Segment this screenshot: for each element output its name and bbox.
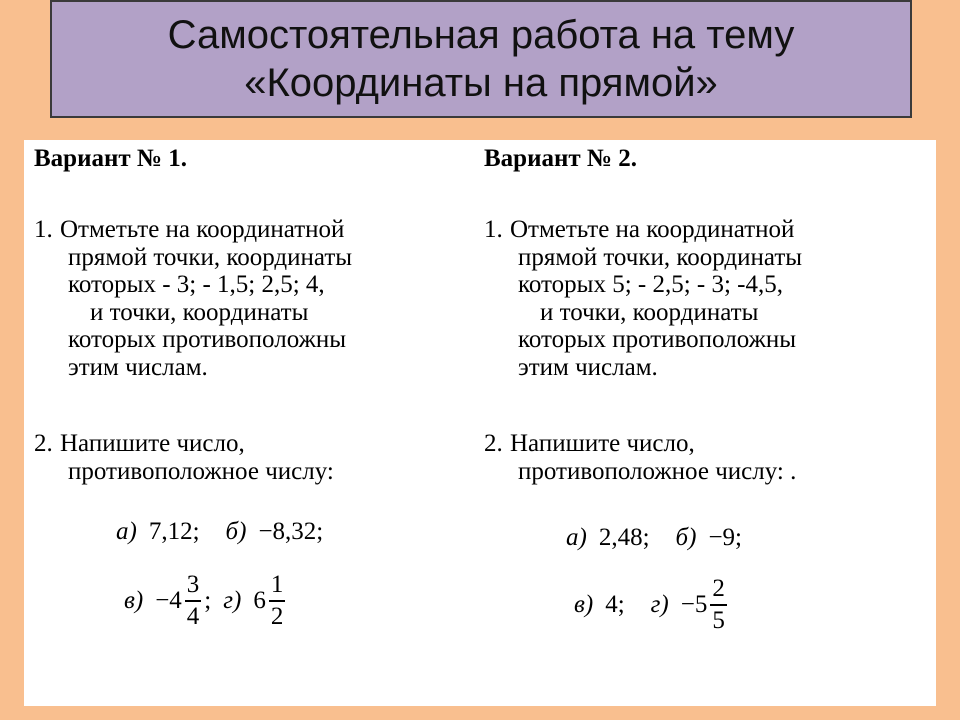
title-banner [50,0,912,118]
task-line: Отметьте на координатной [60,216,345,243]
item-g-whole: −5 [680,591,708,619]
worksheet [24,140,936,706]
task-line: прямой точки, координаты [68,243,353,271]
fraction-numerator: 2 [710,574,727,606]
title-line-1: Самостоятельная работа на тему [167,13,795,57]
task-line: Отметьте на координатной [510,216,795,243]
task-line: противоположное числу: [68,457,334,485]
task-line: Напишите число, [510,430,695,457]
variant-2-heading: Вариант № 2. [484,145,638,172]
variant-1-items-ab [116,518,323,546]
item-a-value: 2,48; [598,524,650,551]
task-line: прямой точки, координаты [518,243,803,271]
task-line: и точки, координаты [540,298,759,326]
item-g-whole: 6 [253,587,266,615]
variant-1-heading: Вариант № 1. [34,145,188,172]
item-a-value: 7,12; [148,518,200,545]
item-a-label: а) [116,518,137,545]
task-number: 1. [484,216,503,243]
task-line: которых 5; - 2,5; - 3; -4,5, [518,271,784,299]
item-a-label: а) [566,524,587,551]
item-v-label: в) [124,587,144,615]
item-v-value: 4; [605,591,625,619]
item-g-fraction [269,570,286,632]
task-line: противоположное числу: . [518,457,797,485]
task-line: Напишите число, [60,430,245,457]
item-g-fraction [710,574,727,636]
task-line: которых - 3; - 1,5; 2,5; 4, [68,271,325,299]
fraction-denominator: 4 [186,603,200,630]
item-b-label: б) [675,524,697,551]
item-b-label: б) [225,518,247,545]
task-line: и точки, координаты [90,298,309,326]
item-b-value: −8,32; [258,518,324,545]
item-g-label: г) [223,587,242,615]
variant-2-task-2 [484,430,796,485]
item-v-fraction [185,570,202,632]
item-v-tail: ; [204,587,212,615]
fraction-denominator: 2 [270,603,284,630]
variant-2-task-1 [484,216,802,382]
fraction-numerator: 3 [185,570,202,602]
variant-1-items-vg [124,570,288,632]
variant-1-task-1 [34,216,352,382]
title-line-2: «Координаты на прямой» [244,61,718,105]
fraction-denominator: 5 [712,607,725,634]
task-line: этим числам. [518,353,658,381]
item-v-label: в) [574,591,594,619]
task-line: которых противоположны [518,326,797,354]
variant-1-task-2 [34,430,334,485]
task-line: этим числам. [68,353,208,381]
task-line: которых противоположны [68,326,347,354]
variant-2-items-vg [574,574,730,636]
task-number: 1. [34,216,53,243]
variant-2-items-ab [566,524,742,552]
item-v-whole: −4 [155,587,182,615]
task-number: 2. [34,430,53,457]
item-b-value: −9; [708,524,742,551]
item-g-label: г) [650,591,669,619]
task-number: 2. [484,430,503,457]
fraction-numerator: 1 [269,570,286,602]
